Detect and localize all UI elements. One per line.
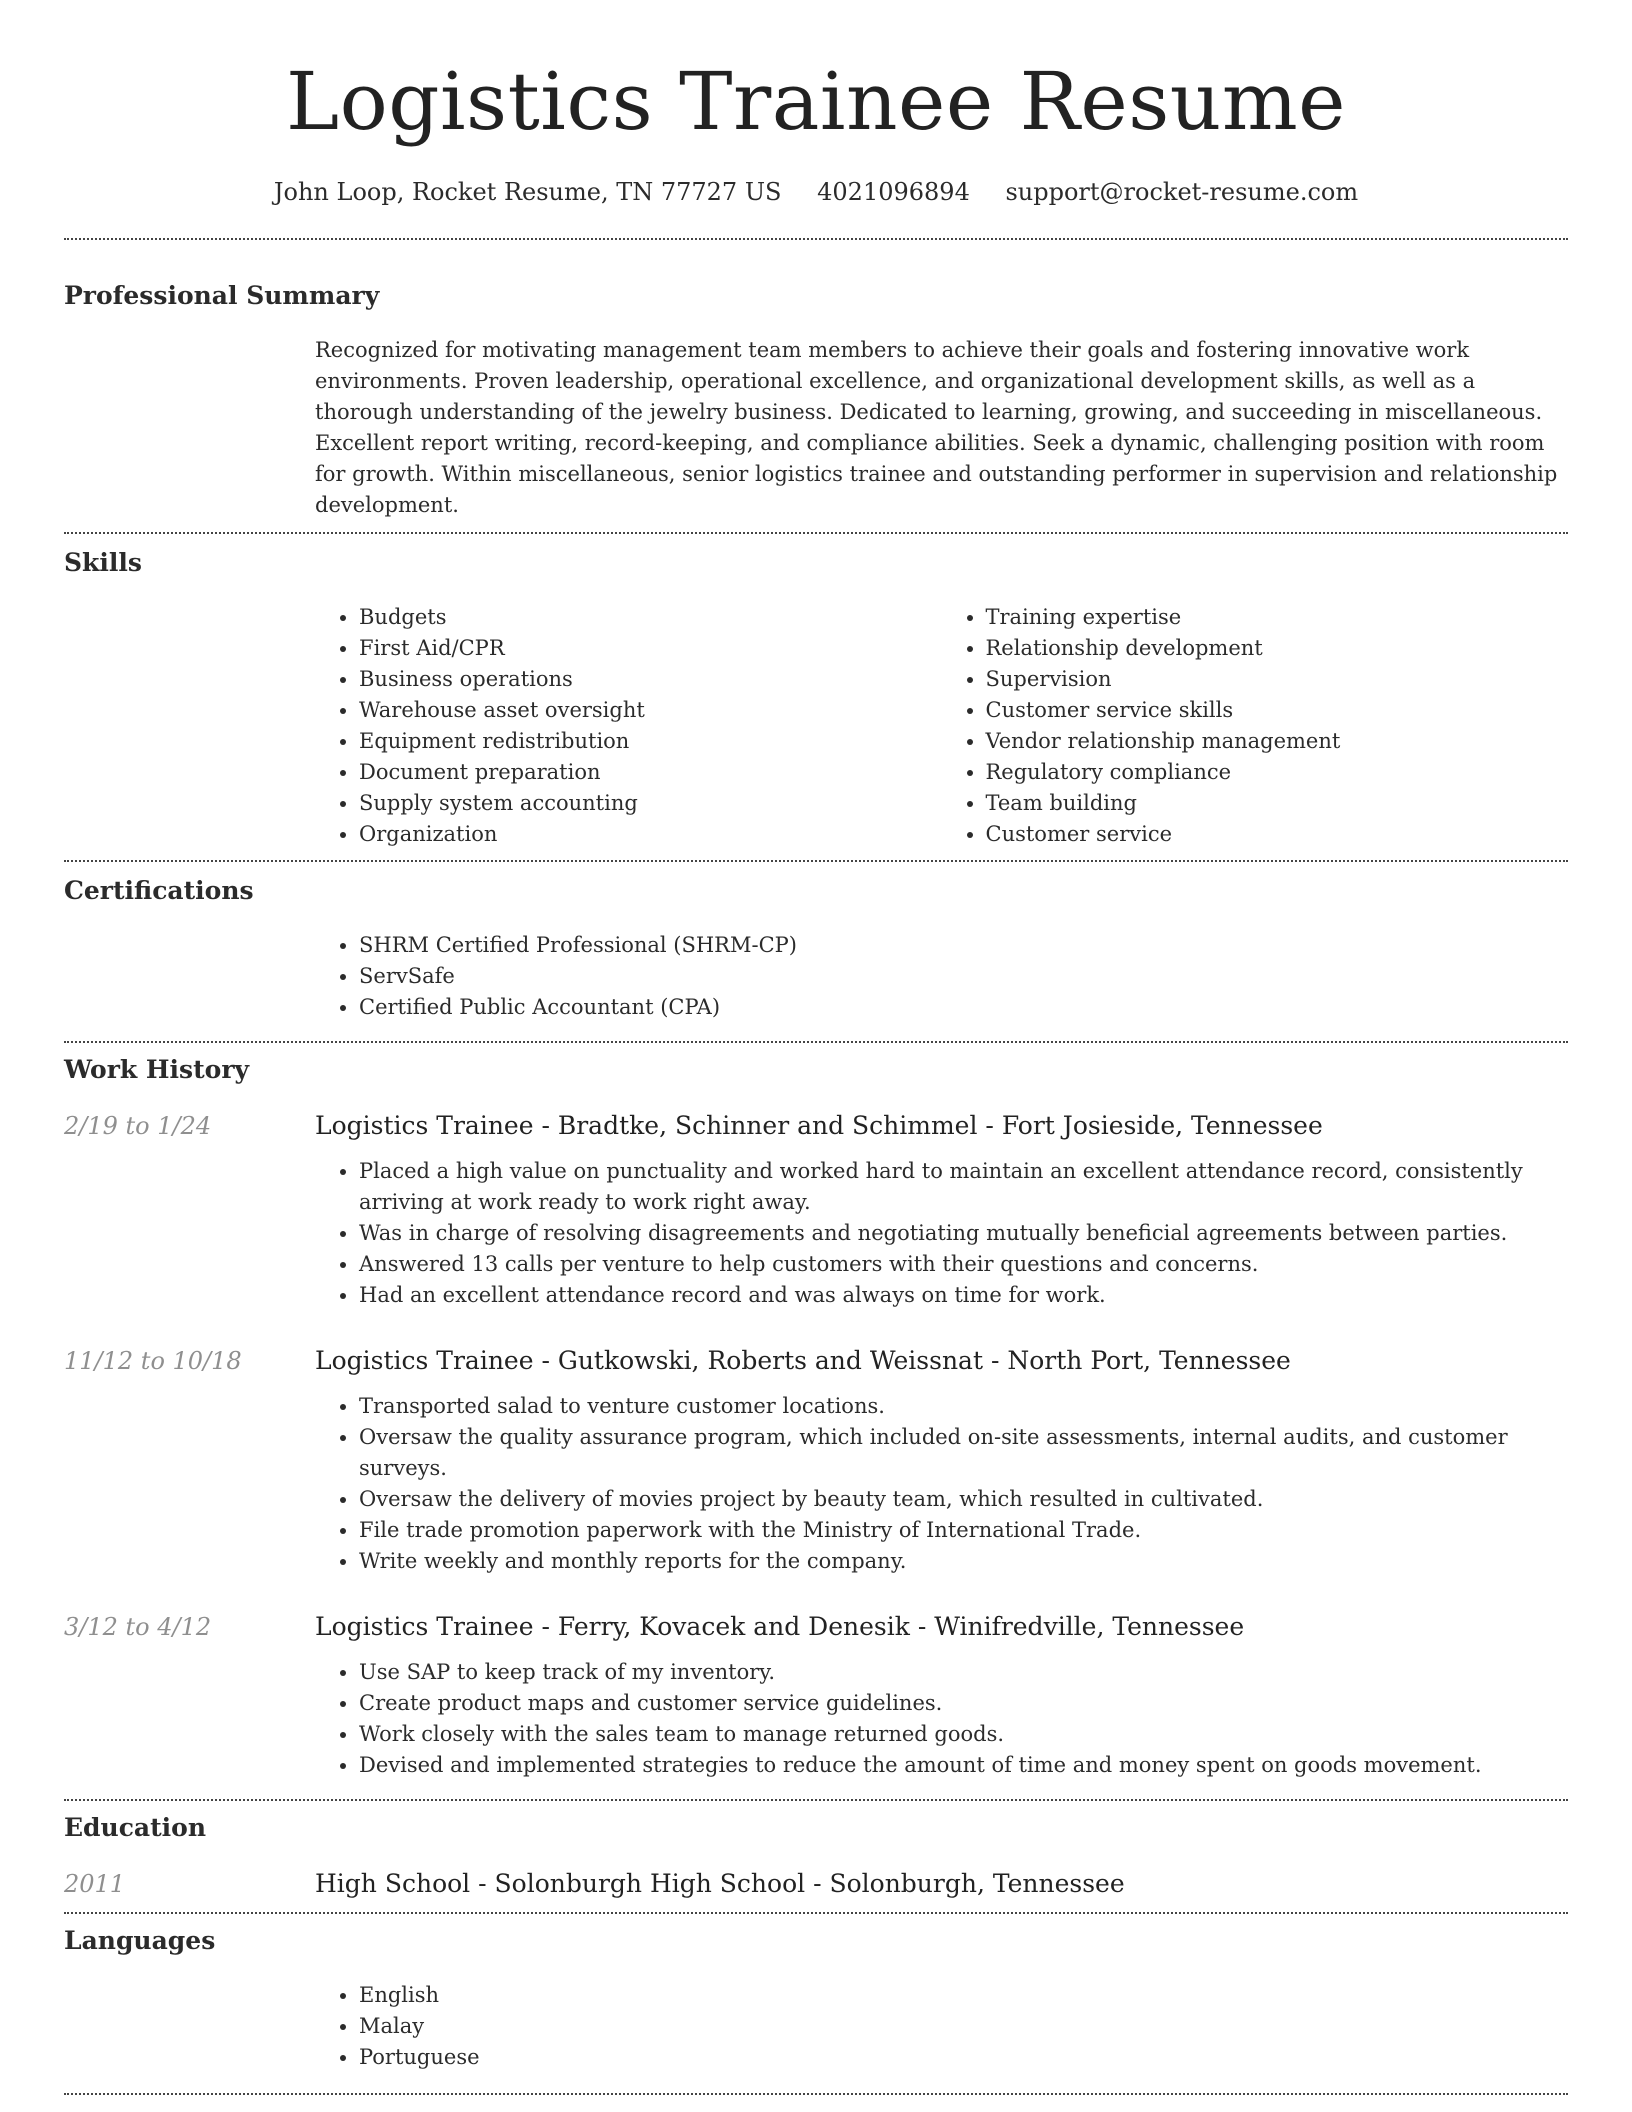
list-item: • Devised and implemented strategies to reduce the amount of time and money spent on goods movement. bbox=[359, 1750, 1568, 1781]
divider bbox=[64, 2093, 1568, 2095]
list-item: • Regulatory compliance bbox=[986, 757, 1569, 788]
list-item: • Oversaw the quality assurance program, which included on-site assessments, internal audits, and customer surveys. bbox=[359, 1422, 1568, 1484]
job-dates: 3/12 to 4/12 bbox=[64, 1613, 212, 1641]
skills-section bbox=[64, 534, 1568, 850]
job-bullets bbox=[315, 1391, 1568, 1577]
list-item: • Transported salad to venture customer locations. bbox=[359, 1391, 1568, 1422]
list-item: • Organization bbox=[359, 819, 942, 850]
section-heading: Languages bbox=[64, 1926, 216, 1955]
page-title: Logistics Trainee Resume bbox=[285, 55, 1347, 148]
list-item: • Was in charge of resolving disagreements and negotiating mutually beneficial agreements between parties. bbox=[359, 1218, 1568, 1249]
list-item: • Write weekly and monthly reports for the company. bbox=[359, 1546, 1568, 1577]
job-dates: 11/12 to 10/18 bbox=[64, 1347, 242, 1375]
certifications-section bbox=[64, 862, 1568, 1023]
job-entry bbox=[64, 1345, 1568, 1577]
list-item: • Warehouse asset oversight bbox=[359, 695, 942, 726]
section-heading: Skills bbox=[64, 548, 142, 577]
contact-line bbox=[64, 176, 1568, 208]
list-item: • Budgets bbox=[359, 602, 942, 633]
skills-list-left bbox=[315, 602, 942, 850]
section-heading: Professional Summary bbox=[64, 281, 380, 310]
job-bullets bbox=[315, 1156, 1568, 1311]
list-item: • Training expertise bbox=[986, 602, 1569, 633]
list-item: • Document preparation bbox=[359, 757, 942, 788]
job-title: Logistics Trainee - Gutkowski, Roberts and Weissnat - North Port, Tennessee bbox=[315, 1346, 1291, 1375]
list-item: • Malay bbox=[359, 2011, 1568, 2042]
list-item: • Supervision bbox=[986, 664, 1569, 695]
list-item: • Supply system accounting bbox=[359, 788, 942, 819]
job-entry bbox=[64, 1110, 1568, 1311]
section-heading: Education bbox=[64, 1813, 207, 1842]
section-heading: Certifications bbox=[64, 876, 254, 905]
job-title: Logistics Trainee - Ferry, Kovacek and Denesik - Winifredville, Tennessee bbox=[315, 1612, 1245, 1641]
list-item: • Vendor relationship management bbox=[986, 726, 1569, 757]
skills-list-right bbox=[942, 602, 1569, 850]
certifications-list bbox=[315, 930, 1568, 1023]
job-title: Logistics Trainee - Bradtke, Schinner and Schimmel - Fort Josieside, Tennessee bbox=[315, 1111, 1323, 1140]
list-item: • Customer service skills bbox=[986, 695, 1569, 726]
languages-list bbox=[315, 1980, 1568, 2073]
work-section bbox=[64, 1043, 1568, 1781]
resume-page bbox=[64, 0, 1568, 2095]
list-item: • Had an excellent attendance record and was always on time for work. bbox=[359, 1280, 1568, 1311]
list-item: • SHRM Certified Professional (SHRM-CP) bbox=[359, 930, 1568, 961]
job-dates: 2/19 to 1/24 bbox=[64, 1112, 212, 1140]
summary-section bbox=[64, 240, 1568, 521]
list-item: • Use SAP to keep track of my inventory. bbox=[359, 1657, 1568, 1688]
list-item: • Placed a high value on punctuality and worked hard to maintain an excellent attendance record, consistently arriving at work ready to work right away. bbox=[359, 1156, 1568, 1218]
list-item: • Relationship development bbox=[986, 633, 1569, 664]
education-section bbox=[64, 1801, 1568, 1900]
list-item: • Team building bbox=[986, 788, 1569, 819]
list-item: • English bbox=[359, 1980, 1568, 2011]
list-item: • Customer service bbox=[986, 819, 1569, 850]
list-item: • Oversaw the delivery of movies project by beauty team, which resulted in cultivated. bbox=[359, 1484, 1568, 1515]
list-item: • Portuguese bbox=[359, 2042, 1568, 2073]
email[interactable]: support@rocket-resume.com bbox=[1005, 178, 1359, 206]
address: John Loop, Rocket Resume, TN 77727 US bbox=[273, 178, 782, 206]
list-item: • First Aid/CPR bbox=[359, 633, 942, 664]
list-item: • Equipment redistribution bbox=[359, 726, 942, 757]
list-item: • ServSafe bbox=[359, 961, 1568, 992]
job-bullets bbox=[315, 1657, 1568, 1781]
summary-text: Recognized for motivating management team members to achieve their goals and fostering innovative work environments. Proven leadership, operational excellence, and organizational development skills, as well as a thorough understanding of the jewelry business. Dedicated to learning, growing, and succeeding in miscellaneous. Excellent report writing, record-keeping, and compliance abilities. Seek a dynamic, challenging position with room for growth. Within miscellaneous, senior logistics trainee and outstanding performer in supervision and relationship development. bbox=[315, 338, 1558, 517]
list-item: • Work closely with the sales team to manage returned goods. bbox=[359, 1719, 1568, 1750]
job-entry bbox=[64, 1611, 1568, 1781]
section-heading: Work History bbox=[64, 1055, 250, 1084]
phone: 4021096894 bbox=[817, 178, 970, 206]
list-item: • Business operations bbox=[359, 664, 942, 695]
languages-section bbox=[64, 1914, 1568, 2073]
list-item: • Certified Public Accountant (CPA) bbox=[359, 992, 1568, 1023]
list-item: • Create product maps and customer service guidelines. bbox=[359, 1688, 1568, 1719]
education-entry: High School - Solonburgh High School - Solonburgh, Tennessee bbox=[315, 1869, 1125, 1898]
list-item: • File trade promotion paperwork with the Ministry of International Trade. bbox=[359, 1515, 1568, 1546]
education-year: 2011 bbox=[64, 1870, 126, 1898]
list-item: • Answered 13 calls per venture to help customers with their questions and concerns. bbox=[359, 1249, 1568, 1280]
